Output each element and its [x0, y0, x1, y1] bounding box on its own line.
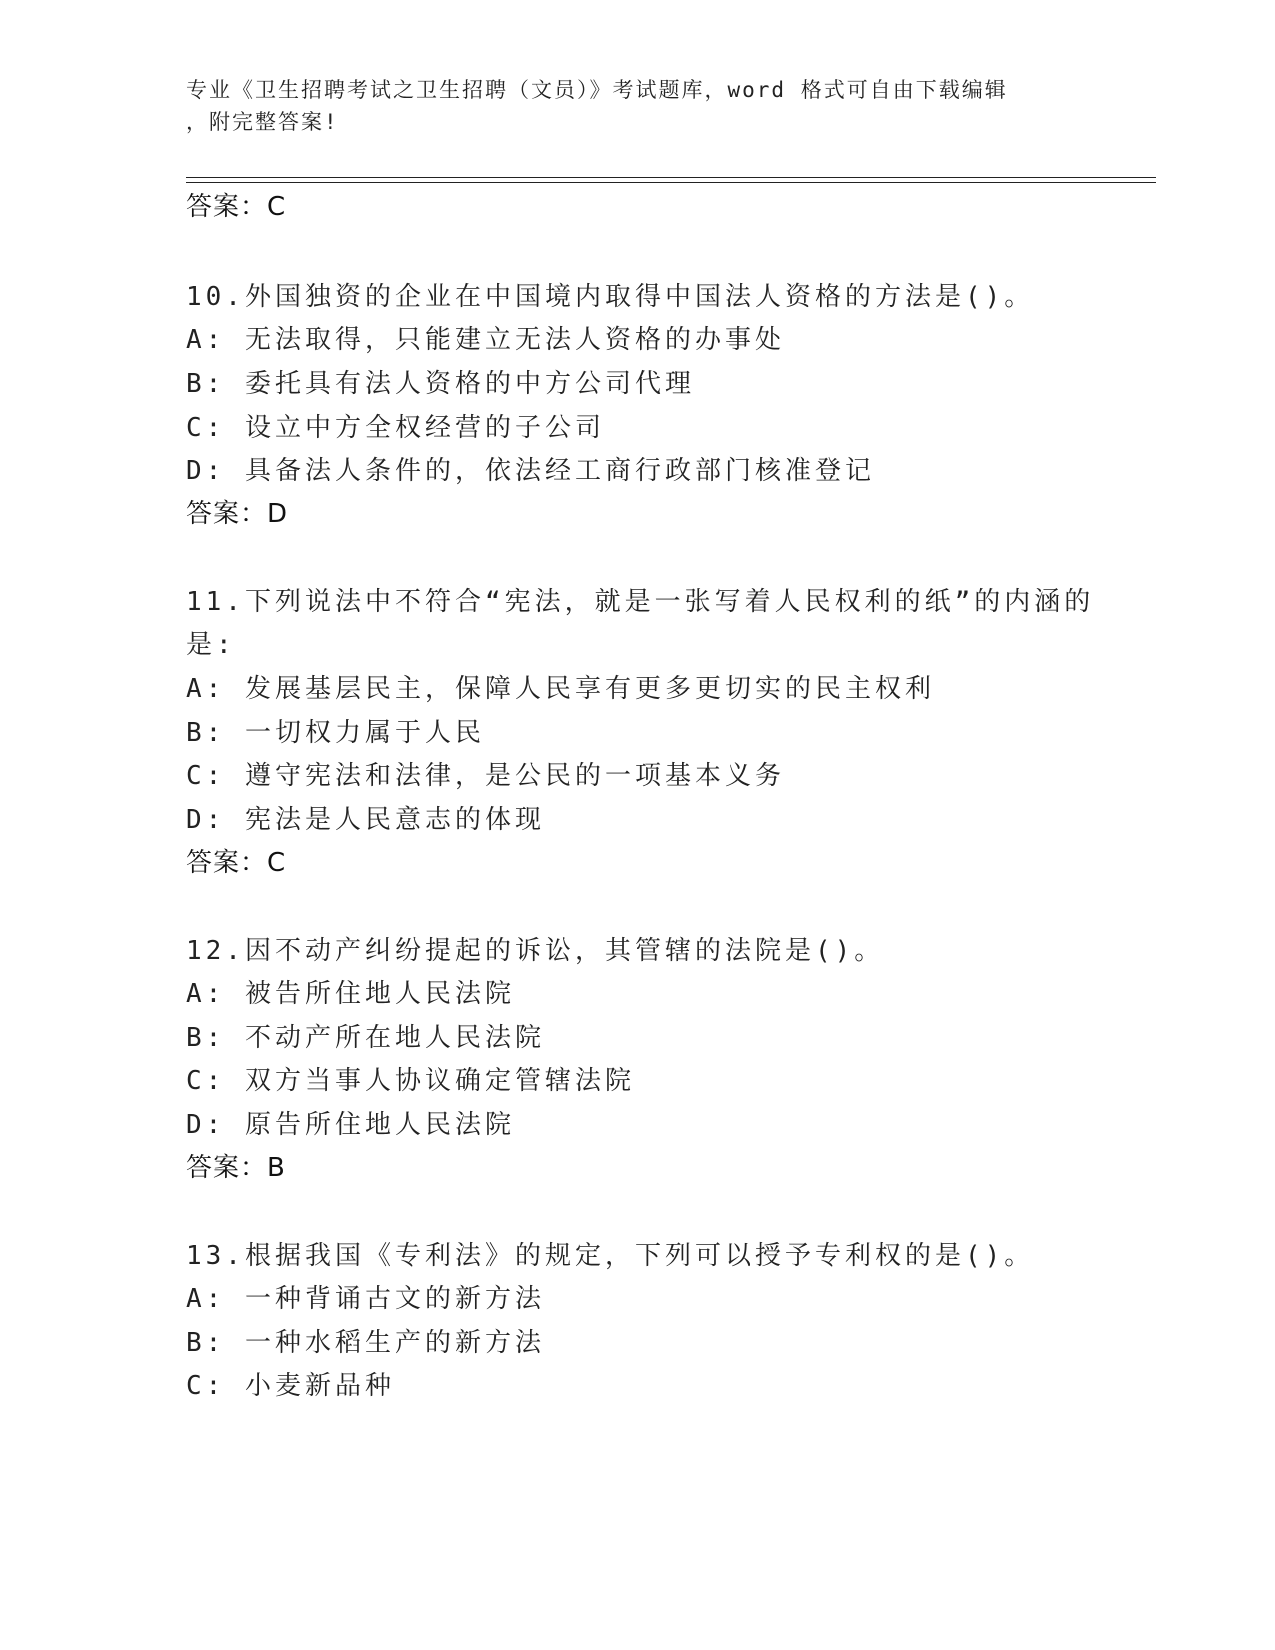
question-13-stem: 13.根据我国《专利法》的规定，下列可以授予专利权的是()。: [186, 1241, 1035, 1271]
question-11-option-b: B: 一切权力属于人民: [186, 718, 485, 748]
question-10-option-a: A: 无法取得，只能建立无法人资格的办事处: [186, 325, 785, 355]
page-header: [186, 74, 1066, 138]
question-13-option-b: B: 一种水稻生产的新方法: [186, 1328, 545, 1358]
question-11-answer: 答案：C: [186, 848, 287, 878]
previous-answer: 答案：C: [186, 192, 287, 222]
question-11-stem-line1: 11.下列说法中不符合“宪法，就是一张写着人民权利的纸”的内涵的: [186, 587, 1095, 617]
question-12-answer: 答案：B: [186, 1153, 286, 1183]
question-10-option-d: D: 具备法人条件的，依法经工商行政部门核准登记: [186, 456, 875, 486]
header-double-rule: [186, 177, 1156, 183]
question-13-option-a: A: 一种背诵古文的新方法: [186, 1284, 545, 1314]
question-13-option-c: C: 小麦新品种: [186, 1371, 395, 1401]
question-11-option-d: D: 宪法是人民意志的体现: [186, 805, 545, 835]
question-12-stem: 12.因不动产纠纷提起的诉讼，其管辖的法院是()。: [186, 936, 885, 966]
question-10-option-c: C: 设立中方全权经营的子公司: [186, 413, 605, 443]
question-11-stem-line2: 是:: [186, 630, 236, 660]
question-12-option-d: D: 原告所住地人民法院: [186, 1110, 515, 1140]
question-11-option-c: C: 遵守宪法和法律，是公民的一项基本义务: [186, 761, 785, 791]
question-12-option-a: A: 被告所住地人民法院: [186, 979, 515, 1009]
question-12-option-c: C: 双方当事人协议确定管辖法院: [186, 1066, 635, 1096]
question-10-stem: 10.外国独资的企业在中国境内取得中国法人资格的方法是()。: [186, 282, 1035, 312]
question-12-option-b: B: 不动产所在地人民法院: [186, 1023, 545, 1053]
question-10-option-b: B: 委托具有法人资格的中方公司代理: [186, 369, 695, 399]
header-title-line: 专业《卫生招聘考试之卫生招聘（文员）》考试题库，word 格式可自由下载编辑: [186, 78, 1008, 102]
question-11-option-a: A: 发展基层民主，保障人民享有更多更切实的民主权利: [186, 674, 935, 704]
header-title-continuation: ，附完整答案!: [186, 110, 339, 134]
question-10-answer: 答案：D: [186, 499, 289, 529]
